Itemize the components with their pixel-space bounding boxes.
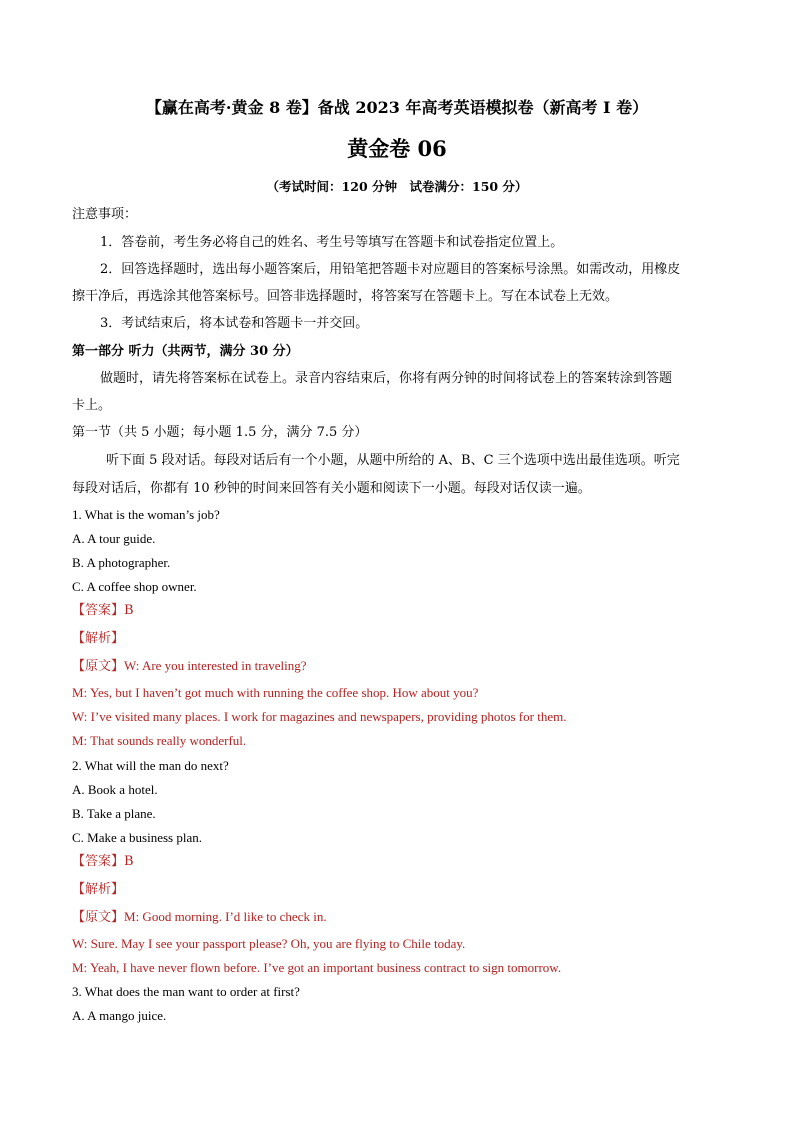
note-item-1: 1．答卷前，考生务必将自己的姓名、考生号等填写在答题卡和试卷指定位置上。 xyxy=(100,235,564,250)
option-b: B. A photographer. xyxy=(72,555,171,570)
transcript-line: W: I’ve visited many places. I work for magazines and newspapers, providing photos for them. xyxy=(72,709,567,724)
option-a: A. Book a hotel. xyxy=(72,782,158,797)
transcript-label: 【原文】 xyxy=(72,659,125,674)
part1-instructions: 做题时，请先将答案标在试卷上。录音内容结束后，你将有两分钟的时间将试卷上的答案转涂到答题 xyxy=(100,371,673,386)
transcript-label: 【原文】 xyxy=(72,910,125,925)
option-a: A. A tour guide. xyxy=(72,531,156,546)
transcript-line xyxy=(72,908,327,927)
answer-label: 【答案】B xyxy=(72,854,134,869)
notes-heading: 注意事项： xyxy=(72,207,138,222)
question-stem: 2. What will the man do next? xyxy=(72,758,229,773)
option-b: B. Take a plane. xyxy=(72,806,156,821)
transcript-line xyxy=(72,657,307,676)
option-c: C. A coffee shop owner. xyxy=(72,579,197,594)
transcript-line: W: Sure. May I see your passport please? Oh, you are flying to Chile today. xyxy=(72,936,466,951)
option-a: A. A mango juice. xyxy=(72,1008,167,1023)
question-stem: 3. What does the man want to order at first? xyxy=(72,984,300,999)
paper-subtitle: 黄金卷 06 xyxy=(347,136,447,161)
option-c: C. Make a business plan. xyxy=(72,830,202,845)
part1-instructions-cont: 卡上。 xyxy=(72,398,112,413)
transcript-text: M: Good morning. I’d like to check in. xyxy=(124,909,327,924)
exam-info: （考试时间：120 分钟 试卷满分：150 分） xyxy=(266,179,528,194)
section1-heading: 第一节（共 5 小题；每小题 1.5 分，满分 7.5 分） xyxy=(72,425,368,440)
section1-instructions-cont: 每段对话后，你都有 10 秒钟的时间来回答有关小题和阅读下一小题。每段对话仅读一遍。 xyxy=(72,481,591,496)
transcript-line: M: That sounds really wonderful. xyxy=(72,733,247,748)
analysis-label: 【解析】 xyxy=(72,631,125,646)
note-item-2-cont: 擦干净后，再选涂其他答案标号。回答非选择题时，将答案写在答题卡上。写在本试卷上无效。 xyxy=(72,289,619,304)
section1-instructions: 听下面 5 段对话。每段对话后有一个小题，从题中所给的 A、B、C 三个选项中选出最佳选项。听完 xyxy=(106,453,680,468)
transcript-line: M: Yes, but I haven’t got much with running the coffee shop. How about you? xyxy=(72,685,479,700)
analysis-label: 【解析】 xyxy=(72,882,125,897)
note-item-3: 3．考试结束后，将本试卷和答题卡一并交回。 xyxy=(100,316,369,331)
part1-heading: 第一部分 听力（共两节，满分 30 分） xyxy=(72,344,299,359)
answer-label: 【答案】B xyxy=(72,603,134,618)
transcript-text: W: Are you interested in traveling? xyxy=(124,658,307,673)
exam-title: 【赢在高考·黄金 8 卷】备战 2023 年高考英语模拟卷（新高考 I 卷） xyxy=(145,98,649,117)
note-item-2: 2．回答选择题时，选出每小题答案后，用铅笔把答题卡对应题目的答案标号涂黑。如需改动，用橡皮 xyxy=(100,262,681,277)
transcript-line: M: Yeah, I have never flown before. I’ve got an important business contract to sign tomorrow. xyxy=(72,960,562,975)
question-stem: 1. What is the woman’s job? xyxy=(72,507,220,522)
